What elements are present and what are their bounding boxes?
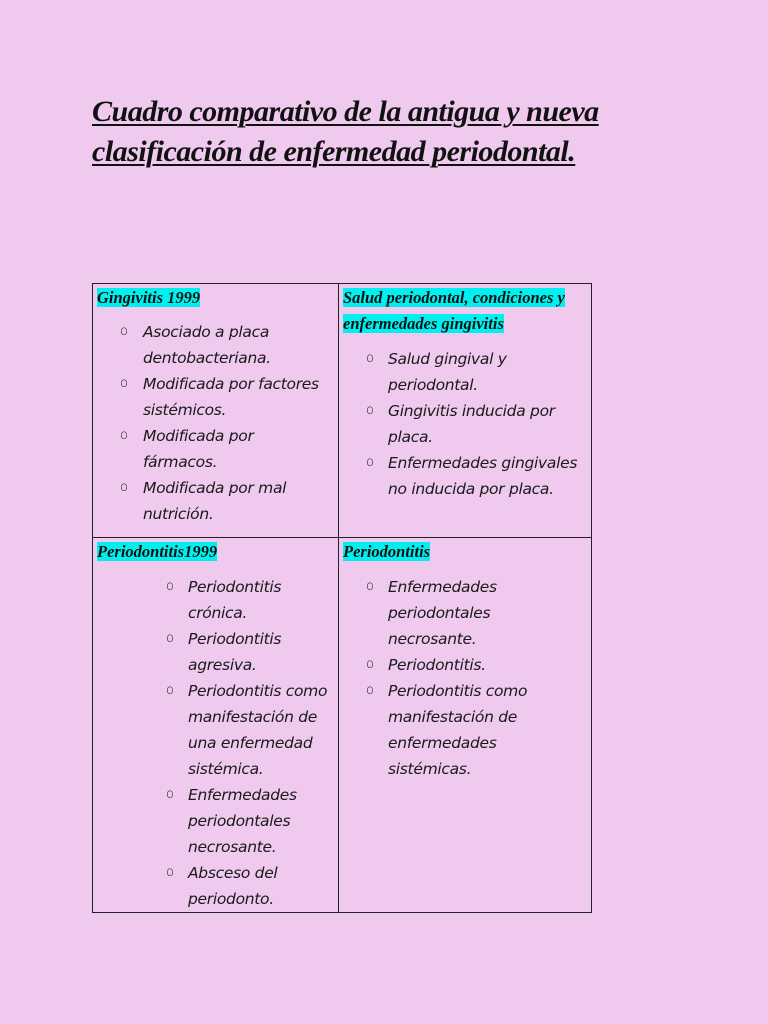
list-item xyxy=(93,782,338,860)
list-item-text: Modificada por factores sistémicos. xyxy=(143,375,319,419)
list-item xyxy=(93,574,338,626)
item-list xyxy=(93,319,338,527)
bullet-icon: o xyxy=(366,657,374,672)
bullet-icon: o xyxy=(166,683,174,698)
list-item xyxy=(93,423,328,475)
list-item-text: Salud gingival y periodontal. xyxy=(388,350,507,394)
list-item-text: Enfermedades gingivales no inducida por placa. xyxy=(388,454,578,498)
table-cell-salud-periodontal xyxy=(339,284,592,538)
list-item-text: Enfermedades periodontales necrosante. xyxy=(388,578,497,648)
list-item-text: Periodontitis como manifestación de enfermedades sistémicas. xyxy=(388,682,528,778)
bullet-icon: o xyxy=(166,787,174,802)
title-line-2: clasificación de enfermedad periodontal. xyxy=(92,135,576,168)
cell-heading: Salud periodontal, condiciones y enfermedades gingivitis xyxy=(343,288,565,333)
bullet-icon: o xyxy=(366,351,374,366)
list-item-text: Periodontitis. xyxy=(388,656,486,674)
bullet-icon: o xyxy=(120,376,128,391)
list-item xyxy=(339,450,588,502)
list-item-text: Asociado a placa dentobacteriana. xyxy=(143,323,271,367)
bullet-icon: o xyxy=(166,865,174,880)
bullet-icon: o xyxy=(166,631,174,646)
cell-heading: Periodontitis1999 xyxy=(97,542,218,561)
comparison-table xyxy=(92,283,592,913)
item-list xyxy=(339,346,591,502)
table-row xyxy=(93,284,592,538)
list-item-text: Periodontitis crónica. xyxy=(188,578,282,622)
list-item-text: Modificada por mal nutrición. xyxy=(143,479,287,523)
table-cell-periodontitis-1999 xyxy=(93,538,339,913)
bullet-icon: o xyxy=(120,428,128,443)
bullet-icon: o xyxy=(120,324,128,339)
bullet-icon: o xyxy=(366,403,374,418)
title-line-1: Cuadro comparativo de la antigua y nueva xyxy=(92,95,599,128)
bullet-icon: o xyxy=(120,480,128,495)
list-item-text: Enfermedades periodontales necrosante. xyxy=(188,786,297,856)
item-list xyxy=(339,574,591,782)
bullet-icon: o xyxy=(366,683,374,698)
list-item xyxy=(339,678,553,782)
list-item xyxy=(93,319,328,371)
list-item xyxy=(339,398,588,450)
list-item-text: Gingivitis inducida por placa. xyxy=(388,402,555,446)
list-item-text: Periodontitis como manifestación de una enfermedad sistémica. xyxy=(188,682,328,778)
cell-heading: Periodontitis xyxy=(343,542,431,561)
cell-heading: Gingivitis 1999 xyxy=(97,288,201,307)
table-row xyxy=(93,538,592,913)
list-item xyxy=(339,574,553,652)
list-item xyxy=(93,678,338,782)
list-item xyxy=(339,652,553,678)
list-item xyxy=(93,860,338,912)
table-cell-gingivitis-1999 xyxy=(93,284,339,538)
list-item xyxy=(93,475,328,527)
item-list xyxy=(93,574,338,912)
list-item xyxy=(93,371,328,423)
list-item-text: Periodontitis agresiva. xyxy=(188,630,282,674)
bullet-icon: o xyxy=(366,579,374,594)
list-item-text: Absceso del periodonto. xyxy=(188,864,278,908)
bullet-icon: o xyxy=(366,455,374,470)
list-item-text: Modificada por fármacos. xyxy=(143,427,254,471)
list-item xyxy=(339,346,588,398)
bullet-icon: o xyxy=(166,579,174,594)
page-title xyxy=(92,92,712,172)
table-cell-periodontitis xyxy=(339,538,592,913)
list-item xyxy=(93,626,338,678)
